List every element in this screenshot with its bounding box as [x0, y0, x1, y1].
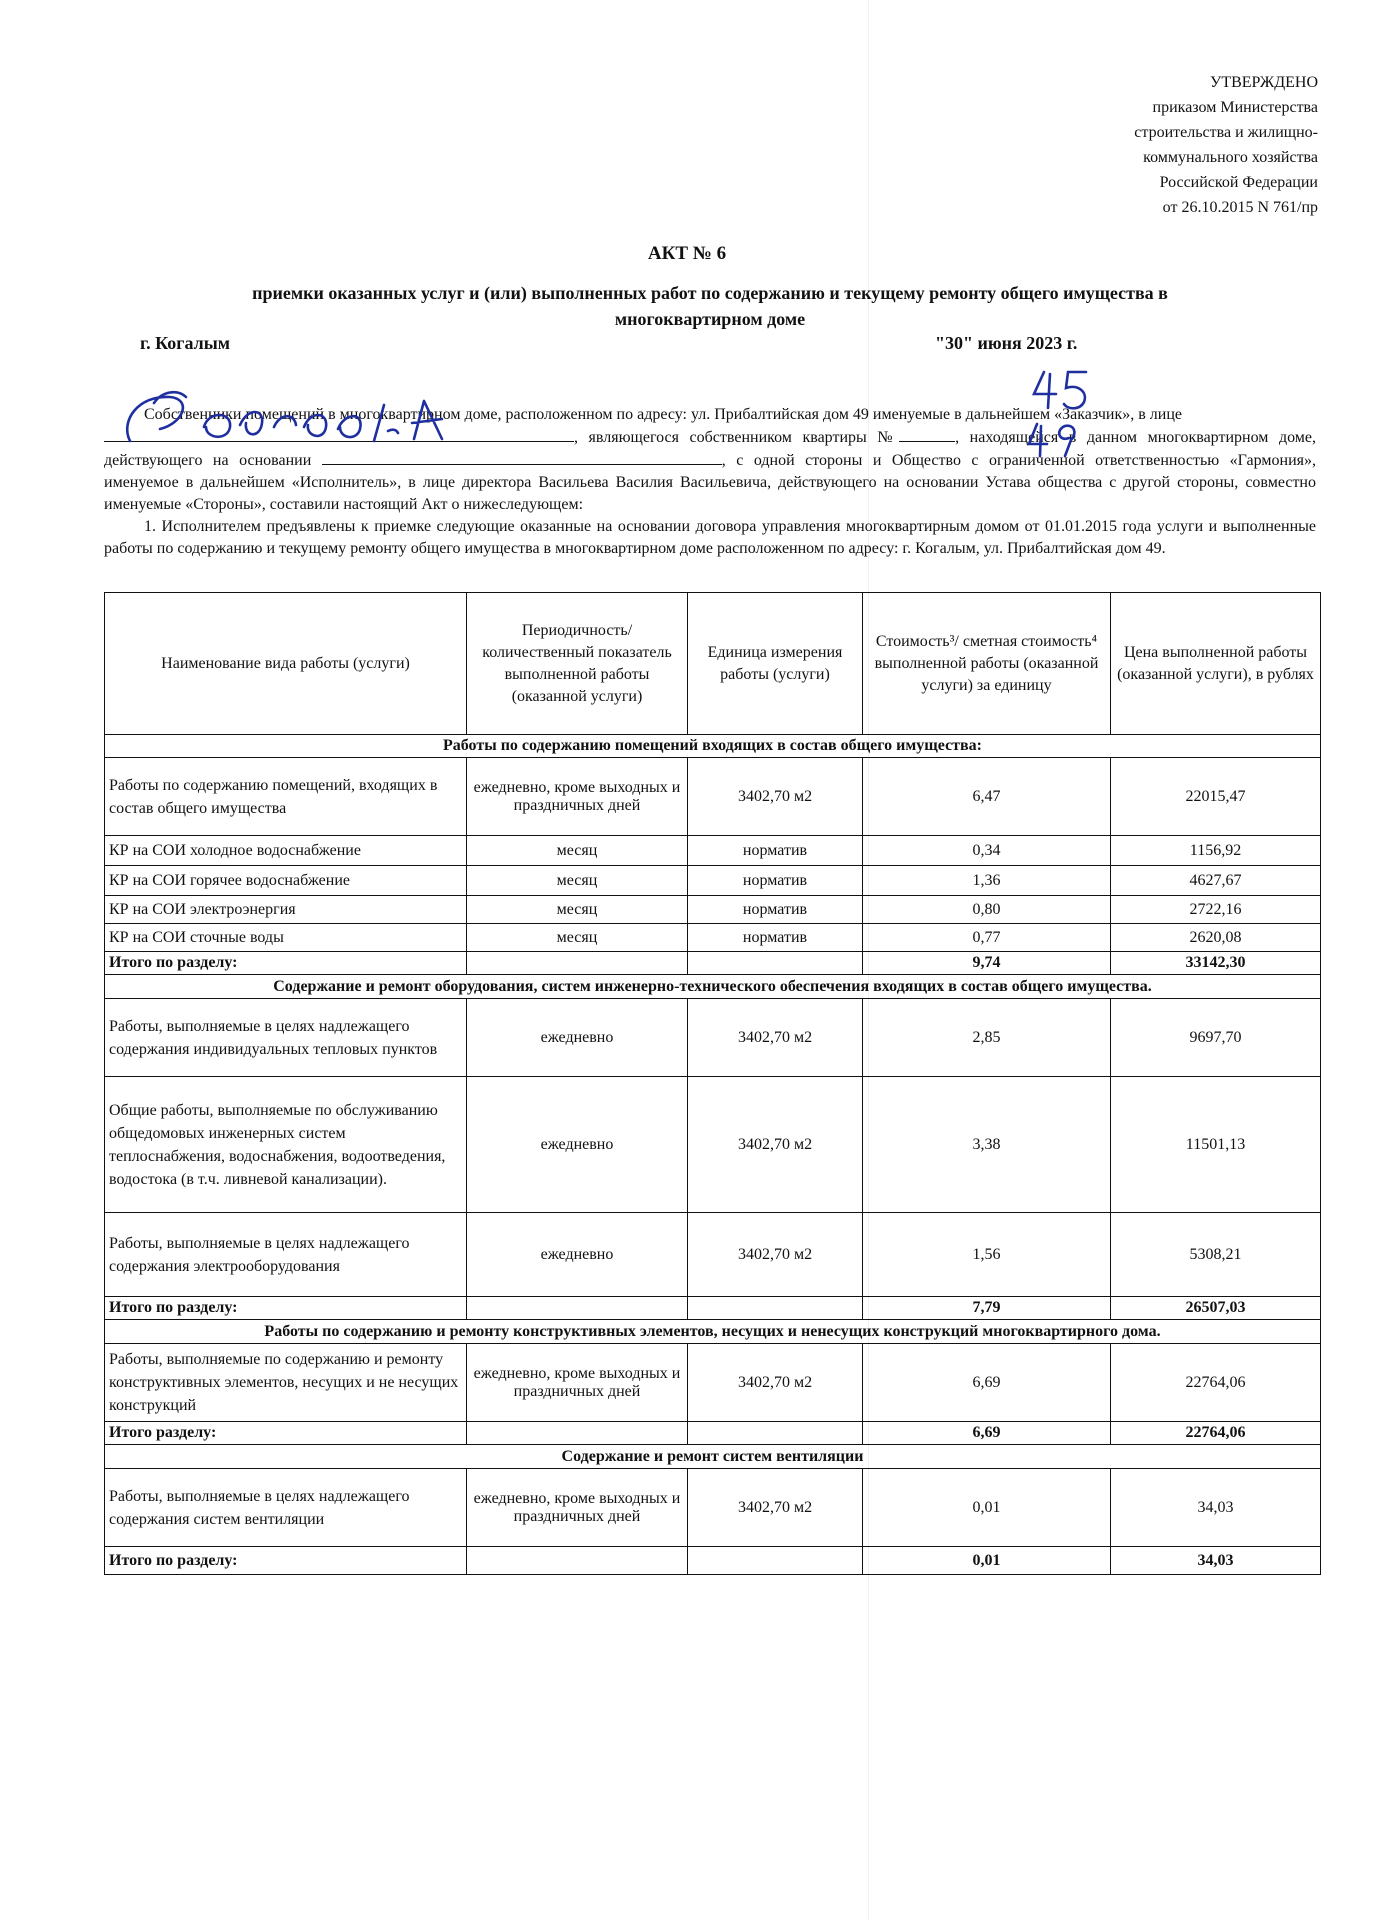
table-row [105, 1469, 1321, 1547]
act-date: "30" июня 2023 г. [935, 333, 1078, 353]
approved-line: УТВЕРЖДЕНО [1209, 74, 1318, 91]
intro-paragraph-works: 1. Исполнителем предъявлены к приемке следующие оказанные на основании договора управления многоквартирным домом от 01.01.2015 года услуги и выполненные работы по содержанию и текущему ремонту общего имущества в многоквартирном доме расположенном по адресу: г. Когалым, ул. Прибалтийская дом 49. [104, 518, 1316, 557]
cell-name: Работы, выполняемые в целях надлежащего содержания электрооборудования [105, 1213, 467, 1297]
header-cost: Стоимость³/ сметная стоимость⁴ выполненной работы (оказанной услуги) за единицу [863, 593, 1111, 735]
cell-name: КР на СОИ горячее водоснабжение [105, 866, 467, 896]
cell-cost: 2,85 [863, 999, 1111, 1077]
section-total-row [105, 1422, 1321, 1445]
cell-name: Работы по содержанию помещений, входящих в состав общего имущества [105, 758, 467, 836]
cell-price: 4627,67 [1111, 866, 1321, 896]
intro-owner-text: , являющегося собственником квартиры № [574, 429, 900, 446]
total-label: Итого по разделу: [105, 952, 467, 975]
section-title: Содержание и ремонт оборудования, систем инженерно-технического обеспечения входящих в состав общего имущества. [105, 975, 1321, 999]
header-unit: Единица измерения работы (услуги) [688, 593, 863, 735]
cell-periodicity: ежедневно, кроме выходных и праздничных дней [467, 1344, 688, 1422]
cell-price: 22764,06 [1111, 1344, 1321, 1422]
cell-unit: норматив [688, 866, 863, 896]
cell-periodicity: месяц [467, 896, 688, 924]
section-title: Работы по содержанию и ремонту конструктивных элементов, несущих и ненесущих конструкций многоквартирного дома. [105, 1320, 1321, 1344]
total-cost: 9,74 [863, 952, 1111, 975]
cell-cost: 1,36 [863, 866, 1111, 896]
cell-name: Работы, выполняемые по содержанию и ремонту конструктивных элементов, несущих и не несущих конструкций [105, 1344, 467, 1422]
cell-unit: норматив [688, 924, 863, 952]
section-title-row [105, 1320, 1321, 1344]
act-title: АКТ № 6 [647, 243, 727, 264]
cell-price: 2722,16 [1111, 896, 1321, 924]
section-title-row [105, 1445, 1321, 1469]
section-title-row [105, 975, 1321, 999]
total-label: Итого по разделу: [105, 1547, 467, 1575]
cell-cost: 6,69 [863, 1344, 1111, 1422]
cell-periodicity: ежедневно [467, 1213, 688, 1297]
cell-price: 22015,47 [1111, 758, 1321, 836]
cell-name: КР на СОИ электроэнергия [105, 896, 467, 924]
cell-periodicity: ежедневно, кроме выходных и праздничных дней [467, 1469, 688, 1547]
handwritten-number-45 [1030, 366, 1094, 412]
cell-price: 34,03 [1111, 1469, 1321, 1547]
total-price: 34,03 [1111, 1547, 1321, 1575]
table-row [105, 866, 1321, 896]
total-label: Итого разделу: [105, 1422, 467, 1445]
cell-price: 11501,13 [1111, 1077, 1321, 1213]
cell-cost: 0,77 [863, 924, 1111, 952]
table-row [105, 1077, 1321, 1213]
table-row [105, 924, 1321, 952]
cell-periodicity: ежедневно [467, 1077, 688, 1213]
handwritten-signature [112, 383, 462, 455]
cell-name: Работы, выполняемые в целях надлежащего содержания систем вентиляции [105, 1469, 467, 1547]
act-subtitle-line: приемки оказанных услуг и (или) выполненных работ по содержанию и текущему ремонту общего имущества в [252, 283, 1168, 303]
section-title: Работы по содержанию помещений входящих в состав общего имущества: [105, 735, 1321, 758]
total-price: 22764,06 [1111, 1422, 1321, 1445]
cell-cost: 0,01 [863, 1469, 1111, 1547]
total-empty-cell [467, 1422, 688, 1445]
cell-periodicity: месяц [467, 924, 688, 952]
section-total-row [105, 952, 1321, 975]
table-row [105, 999, 1321, 1077]
approval-stamp-text [1058, 70, 1318, 220]
cell-unit: норматив [688, 896, 863, 924]
act-subtitle-line: многоквартирном доме [614, 309, 806, 329]
approved-line: Российской Федерации [1159, 174, 1318, 191]
total-empty-cell [467, 952, 688, 975]
table-row [105, 896, 1321, 924]
table-row [105, 758, 1321, 836]
approved-line: приказом Министерства [1152, 99, 1318, 116]
total-label: Итого по разделу: [105, 1297, 467, 1320]
table-row [105, 1344, 1321, 1422]
total-price: 26507,03 [1111, 1297, 1321, 1320]
cell-cost: 1,56 [863, 1213, 1111, 1297]
act-city: г. Когалым [140, 333, 231, 353]
cell-name: Общие работы, выполняемые по обслуживанию общедомовых инженерных систем теплоснабжения, водоснабжения, водоотведения, водостока (в т.ч. ливневой канализации). [105, 1077, 467, 1213]
cell-name: КР на СОИ холодное водоснабжение [105, 836, 467, 866]
cell-cost: 0,34 [863, 836, 1111, 866]
cell-cost: 6,47 [863, 758, 1111, 836]
header-name: Наименование вида работы (услуги) [105, 593, 467, 735]
approved-line: от 26.10.2015 N 761/пр [1162, 199, 1318, 216]
cell-cost: 3,38 [863, 1077, 1111, 1213]
total-cost: 7,79 [863, 1297, 1111, 1320]
table-header-row [105, 593, 1321, 735]
total-empty-cell [688, 1547, 863, 1575]
cell-unit: 3402,70 м2 [688, 1213, 863, 1297]
table-row [105, 1213, 1321, 1297]
cell-unit: 3402,70 м2 [688, 999, 863, 1077]
cell-unit: 3402,70 м2 [688, 1344, 863, 1422]
total-empty-cell [688, 952, 863, 975]
total-price: 33142,30 [1111, 952, 1321, 975]
intro-contractor-text: , с одной стороны и Общество с ограниченной ответственностью «Гармония», именуемое в дальнейшем «Исполнитель», в лице директора Васильева Василия Васильевича, действующего на основании Устава общества с другой стороны, совместно именуемые «Стороны», составили настоящий Акт о нижеследующем: [104, 452, 1316, 513]
total-empty-cell [688, 1422, 863, 1445]
section-title: Содержание и ремонт систем вентиляции [105, 1445, 1321, 1469]
cell-unit: 3402,70 м2 [688, 758, 863, 836]
cell-periodicity: месяц [467, 836, 688, 866]
cell-price: 2620,08 [1111, 924, 1321, 952]
total-empty-cell [467, 1297, 688, 1320]
total-cost: 0,01 [863, 1547, 1111, 1575]
cell-price: 1156,92 [1111, 836, 1321, 866]
cell-name: КР на СОИ сточные воды [105, 924, 467, 952]
section-title-row [105, 735, 1321, 758]
cell-unit: 3402,70 м2 [688, 1469, 863, 1547]
total-cost: 6,69 [863, 1422, 1111, 1445]
cell-cost: 0,80 [863, 896, 1111, 924]
apartment-blank [899, 426, 955, 442]
intro-owners-text: Собственники помещений в многоквартирном доме, расположенном по адресу: ул. Прибалтийская дом 49 именуемые в дальнейшем «Заказчик», в лице [144, 406, 1183, 423]
handwritten-apartment-number [1025, 420, 1081, 460]
header-price: Цена выполненной работы (оказанной услуги), в рублях [1111, 593, 1321, 735]
approved-line: коммунального хозяйства [1143, 149, 1318, 166]
intro-basis-text: , находящейся в данном многоквартирном доме, действующего на основании [104, 429, 1316, 469]
approved-line: строительства и жилищно- [1134, 124, 1318, 141]
act-subtitle [170, 280, 1250, 332]
cell-periodicity: месяц [467, 866, 688, 896]
cell-name: Работы, выполняемые в целях надлежащего содержания индивидуальных тепловых пунктов [105, 999, 467, 1077]
section-total-row [105, 1547, 1321, 1575]
section-total-row [105, 1297, 1321, 1320]
cell-periodicity: ежедневно [467, 999, 688, 1077]
header-periodicity: Периодичность/ количественный показатель выполненной работы (оказанной услуги) [467, 593, 688, 735]
total-empty-cell [467, 1547, 688, 1575]
table-row [105, 836, 1321, 866]
cell-unit: норматив [688, 836, 863, 866]
total-empty-cell [688, 1297, 863, 1320]
cell-periodicity: ежедневно, кроме выходных и праздничных дней [467, 758, 688, 836]
works-table [104, 592, 1321, 1575]
cell-price: 5308,21 [1111, 1213, 1321, 1297]
cell-price: 9697,70 [1111, 999, 1321, 1077]
cell-unit: 3402,70 м2 [688, 1077, 863, 1213]
